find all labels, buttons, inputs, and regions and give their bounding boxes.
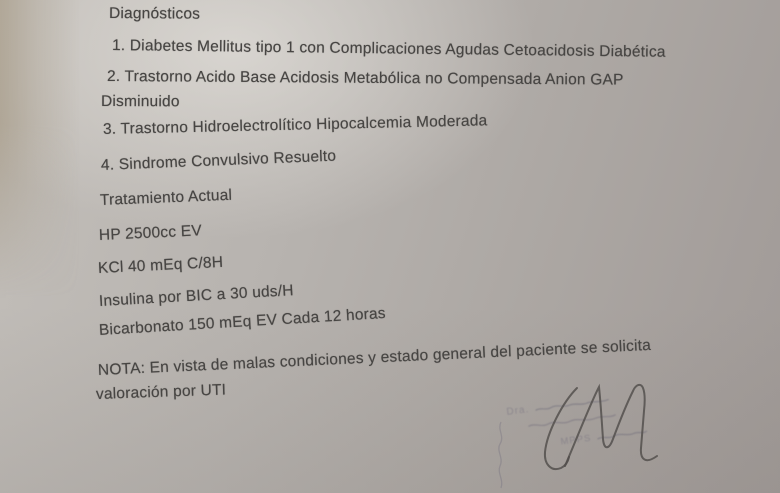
treatment-heading: Tratamiento Actual xyxy=(99,186,233,209)
stamp-edge-mark-icon xyxy=(494,420,508,490)
paper-shadow-left xyxy=(0,0,80,310)
stamp-mpps-label: MPPS xyxy=(559,432,592,448)
stamp-doctor-label: Dra. xyxy=(505,404,530,418)
diagnosis-item-3: 3. Trastorno Hidroelectrolítico Hipocalcemia Moderada xyxy=(102,112,488,138)
signature-stroke-icon xyxy=(533,378,683,483)
diagnoses-heading: Diagnósticos xyxy=(108,5,201,23)
doctor-signature xyxy=(533,378,683,483)
treatment-item-3: Insulina por BIC a 30 uds/H xyxy=(98,282,295,310)
diagnosis-item-1: 1. Diabetes Mellitus tipo 1 con Complicaciones Agudas Cetoacidosis Diabética xyxy=(111,37,666,61)
diagnosis-item-4: 4. Sindrome Convulsivo Resuelto xyxy=(100,147,337,174)
note-line-1: NOTA: En vista de malas condiciones y estado general del paciente se solicita xyxy=(97,336,652,379)
treatment-item-4: Bicarbonato 150 mEq EV Cada 12 horas xyxy=(98,304,387,339)
diagnosis-item-2: 2. Trastorno Acido Base Acidosis Metabólica no Compensada Anion GAP xyxy=(106,68,624,89)
note-line-2: valoración por UTI xyxy=(95,381,227,403)
treatment-item-1: HP 2500cc EV xyxy=(98,222,203,244)
diagnosis-item-2-continued: Disminuido xyxy=(100,93,180,111)
treatment-item-2: KCl 40 mEq C/8H xyxy=(97,253,224,277)
